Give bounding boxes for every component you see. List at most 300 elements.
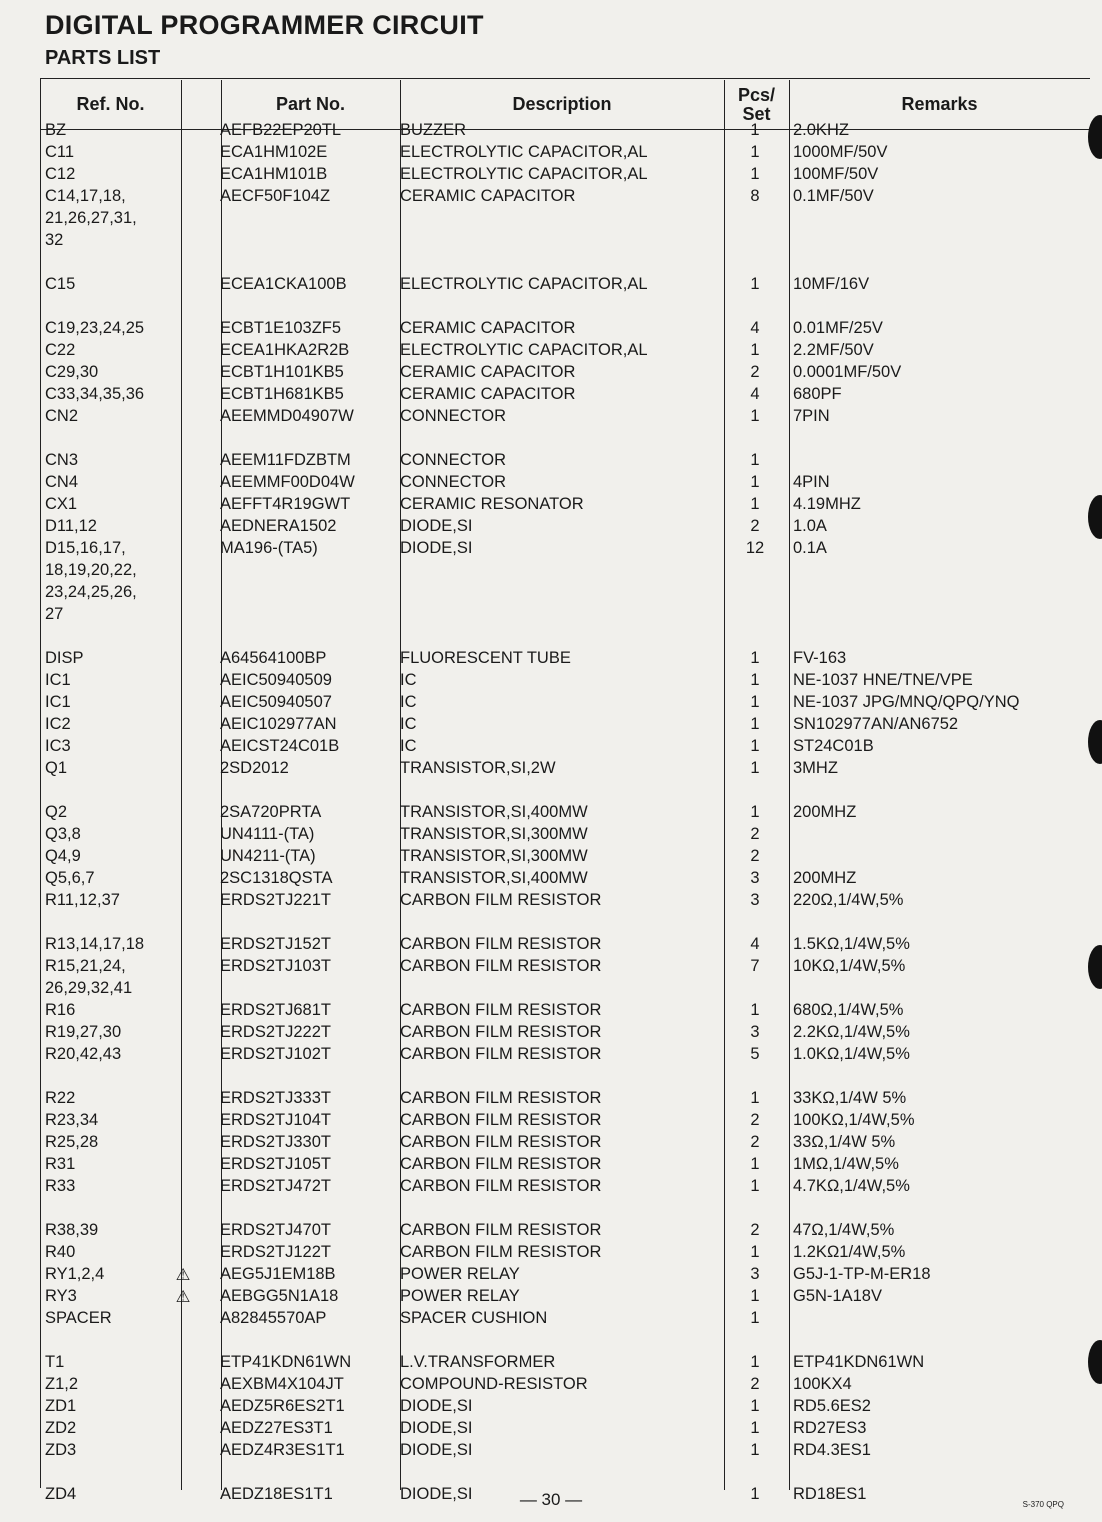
- remarks-cell: 0.0001MF/50V: [793, 363, 902, 381]
- remarks-cell: 100KX4: [793, 1375, 852, 1393]
- part-no-cell: A82845570AP: [220, 1309, 327, 1327]
- ref-cell: C29,30: [45, 363, 99, 381]
- description-cell: IC: [400, 693, 417, 711]
- remarks-cell: ETP41KDN61WN: [793, 1353, 925, 1371]
- description-cell: CONNECTOR: [400, 473, 507, 491]
- table-row: [40, 649, 1090, 671]
- binder-hole: [1088, 495, 1102, 539]
- pcs-cell: 2: [750, 847, 760, 865]
- ref-cell: R31: [45, 1155, 76, 1173]
- ref-cell: IC3: [45, 737, 71, 755]
- remarks-cell: G5J-1-TP-M-ER18: [793, 1265, 931, 1283]
- ref-cell: ZD3: [45, 1441, 77, 1459]
- ref-cell: C15: [45, 275, 76, 293]
- remarks-cell: 33Ω,1/4W 5%: [793, 1133, 896, 1151]
- table-row: [40, 1001, 1090, 1023]
- binder-hole: [1088, 115, 1102, 159]
- part-no-cell: AEIC50940507: [220, 693, 332, 711]
- remarks-cell: 10MF/16V: [793, 275, 870, 293]
- description-cell: CERAMIC CAPACITOR: [400, 363, 576, 381]
- description-cell: DIODE,SI: [400, 517, 473, 535]
- remarks-cell: 200MHZ: [793, 803, 857, 821]
- description-cell: TRANSISTOR,SI,400MW: [400, 869, 588, 887]
- ref-cell: R40: [45, 1243, 76, 1261]
- ref-cell: R38,39: [45, 1221, 99, 1239]
- description-cell: DIODE,SI: [400, 1441, 473, 1459]
- pcs-cell: 2: [750, 363, 760, 381]
- pcs-cell: 1: [750, 451, 760, 469]
- part-no-cell: ECBT1H681KB5: [220, 385, 344, 403]
- pcs-cell: 2: [750, 1111, 760, 1129]
- pcs-cell: 1: [750, 759, 760, 777]
- ref-cell: 21,26,27,31,: [45, 209, 137, 227]
- description-cell: POWER RELAY: [400, 1265, 520, 1283]
- pcs-cell: 1: [750, 275, 760, 293]
- remarks-cell: 680Ω,1/4W,5%: [793, 1001, 904, 1019]
- part-no-cell: ECEA1HKA2R2B: [220, 341, 350, 359]
- table-row: [40, 187, 1090, 209]
- ref-cell: R25,28: [45, 1133, 99, 1151]
- part-no-cell: AEDZ5R6ES2T1: [220, 1397, 345, 1415]
- part-no-cell: ECEA1CKA100B: [220, 275, 347, 293]
- ref-cell: SPACER: [45, 1309, 112, 1327]
- pcs-cell: 1: [750, 495, 760, 513]
- part-no-cell: AEICST24C01B: [220, 737, 340, 755]
- description-cell: FLUORESCENT TUBE: [400, 649, 571, 667]
- table-row: [40, 737, 1090, 759]
- table-row: [40, 825, 1090, 847]
- description-cell: DIODE,SI: [400, 1485, 473, 1503]
- table-row: [40, 869, 1090, 891]
- description-cell: TRANSISTOR,SI,300MW: [400, 825, 588, 843]
- table-row: [40, 1089, 1090, 1111]
- description-cell: CARBON FILM RESISTOR: [400, 1111, 602, 1129]
- remarks-cell: SN102977AN/AN6752: [793, 715, 959, 733]
- table-row: [40, 1353, 1090, 1375]
- binder-hole: [1088, 945, 1102, 989]
- description-cell: ELECTROLYTIC CAPACITOR,AL: [400, 165, 648, 183]
- part-no-cell: ERDS2TJ681T: [220, 1001, 331, 1019]
- pcs-cell: 1: [750, 165, 760, 183]
- ref-cell: C33,34,35,36: [45, 385, 145, 403]
- remarks-cell: 4PIN: [793, 473, 830, 491]
- ref-cell: RY3: [45, 1287, 77, 1305]
- pcs-cell: 4: [750, 319, 760, 337]
- table-row: [40, 539, 1090, 561]
- pcs-cell: 3: [750, 1265, 760, 1283]
- part-no-cell: MA196-(TA5): [220, 539, 318, 557]
- description-cell: CARBON FILM RESISTOR: [400, 891, 602, 909]
- remarks-cell: 1.2KΩ1/4W,5%: [793, 1243, 906, 1261]
- table-row: [40, 561, 1090, 583]
- pcs-cell: 3: [750, 1023, 760, 1041]
- part-no-cell: UN4111-(TA): [220, 825, 315, 843]
- remarks-cell: 200MHZ: [793, 869, 857, 887]
- pcs-cell: 1: [750, 1243, 760, 1261]
- table-row: [40, 693, 1090, 715]
- part-no-cell: ERDS2TJ103T: [220, 957, 331, 975]
- description-cell: CARBON FILM RESISTOR: [400, 1155, 602, 1173]
- remarks-cell: RD18ES1: [793, 1485, 867, 1503]
- table-row: [40, 495, 1090, 517]
- remarks-cell: 4.7KΩ,1/4W,5%: [793, 1177, 910, 1195]
- part-no-cell: ERDS2TJ470T: [220, 1221, 331, 1239]
- pcs-cell: 1: [750, 737, 760, 755]
- part-no-cell: AEDZ18ES1T1: [220, 1485, 333, 1503]
- ref-cell: 26,29,32,41: [45, 979, 133, 997]
- pcs-cell: 3: [750, 891, 760, 909]
- table-row: [40, 803, 1090, 825]
- pcs-cell: 1: [750, 1001, 760, 1019]
- table-row: [40, 1221, 1090, 1243]
- remarks-cell: RD4.3ES1: [793, 1441, 871, 1459]
- header-pcs-set: Pcs/ Set: [724, 80, 789, 130]
- table-row: [40, 363, 1090, 385]
- part-no-cell: AEBGG5N1A18: [220, 1287, 339, 1305]
- table-row: [40, 1133, 1090, 1155]
- description-cell: CARBON FILM RESISTOR: [400, 957, 602, 975]
- description-cell: TRANSISTOR,SI,400MW: [400, 803, 588, 821]
- part-no-cell: AEIC50940509: [220, 671, 332, 689]
- table-row: [40, 1375, 1090, 1397]
- remarks-cell: G5N-1A18V: [793, 1287, 882, 1305]
- part-no-cell: ECBT1E103ZF5: [220, 319, 342, 337]
- description-cell: ELECTROLYTIC CAPACITOR,AL: [400, 275, 648, 293]
- remarks-cell: 47Ω,1/4W,5%: [793, 1221, 895, 1239]
- ref-cell: ZD4: [45, 1485, 77, 1503]
- part-no-cell: ERDS2TJ105T: [220, 1155, 331, 1173]
- description-cell: TRANSISTOR,SI,300MW: [400, 847, 588, 865]
- part-no-cell: A64564100BP: [220, 649, 327, 667]
- part-no-cell: AEXBM4X104JT: [220, 1375, 344, 1393]
- header-description: Description: [400, 80, 724, 130]
- ref-cell: ZD1: [45, 1397, 77, 1415]
- ref-cell: RY1,2,4: [45, 1265, 105, 1283]
- ref-cell: C12: [45, 165, 76, 183]
- pcs-cell: 8: [750, 187, 760, 205]
- description-cell: TRANSISTOR,SI,2W: [400, 759, 556, 777]
- pcs-cell: 2: [750, 1133, 760, 1151]
- remarks-cell: 100MF/50V: [793, 165, 879, 183]
- part-no-cell: AEEM11FDZBTM: [220, 451, 351, 469]
- pcs-cell: 1: [750, 649, 760, 667]
- description-cell: CONNECTOR: [400, 451, 507, 469]
- pcs-cell: 1: [750, 473, 760, 491]
- description-cell: CERAMIC CAPACITOR: [400, 187, 576, 205]
- remarks-cell: 3MHZ: [793, 759, 838, 777]
- ref-cell: Z1,2: [45, 1375, 79, 1393]
- ref-cell: R13,14,17,18: [45, 935, 145, 953]
- remarks-cell: ST24C01B: [793, 737, 874, 755]
- pcs-cell: 2: [750, 517, 760, 535]
- part-no-cell: AEDZ27ES3T1: [220, 1419, 333, 1437]
- remarks-cell: 680PF: [793, 385, 842, 403]
- ref-cell: Q4,9: [45, 847, 81, 865]
- part-no-cell: ECA1HM102E: [220, 143, 328, 161]
- ref-cell: CX1: [45, 495, 78, 513]
- ref-cell: ZD2: [45, 1419, 77, 1437]
- table-row: [40, 759, 1090, 781]
- description-cell: POWER RELAY: [400, 1287, 520, 1305]
- page-title: DIGITAL PROGRAMMER CIRCUIT: [45, 10, 484, 40]
- part-no-cell: ECBT1H101KB5: [220, 363, 344, 381]
- table-row: [40, 979, 1090, 1001]
- part-no-cell: ETP41KDN61WN: [220, 1353, 352, 1371]
- ref-cell: C19,23,24,25: [45, 319, 145, 337]
- table-row: [40, 1441, 1090, 1463]
- warning-triangle-icon: ⚠: [175, 1266, 191, 1284]
- part-no-cell: AECF50F104Z: [220, 187, 331, 205]
- ref-cell: Q5,6,7: [45, 869, 95, 887]
- ref-cell: 27: [45, 605, 64, 623]
- warning-triangle-icon: ⚠: [175, 1288, 191, 1306]
- binder-hole: [1088, 720, 1102, 764]
- table-row: [40, 209, 1090, 231]
- ref-cell: Q3,8: [45, 825, 81, 843]
- table-row: [40, 385, 1090, 407]
- ref-cell: R11,12,37: [45, 891, 120, 909]
- table-row: [40, 715, 1090, 737]
- pcs-cell: 1: [750, 671, 760, 689]
- part-no-cell: ECA1HM101B: [220, 165, 328, 183]
- table-row: [40, 583, 1090, 605]
- table-row: [40, 1111, 1090, 1133]
- remarks-cell: 0.1MF/50V: [793, 187, 874, 205]
- description-cell: SPACER CUSHION: [400, 1309, 548, 1327]
- pcs-cell: 2: [750, 1221, 760, 1239]
- part-no-cell: UN4211-(TA): [220, 847, 316, 865]
- remarks-cell: NE-1037 HNE/TNE/VPE: [793, 671, 973, 689]
- ref-cell: R22: [45, 1089, 76, 1107]
- pcs-cell: 4: [750, 935, 760, 953]
- description-cell: CERAMIC CAPACITOR: [400, 319, 576, 337]
- pcs-cell: 2: [750, 1375, 760, 1393]
- table-row: [40, 341, 1090, 363]
- part-no-cell: AEIC102977AN: [220, 715, 337, 733]
- table-row: [40, 957, 1090, 979]
- part-no-cell: ERDS2TJ330T: [220, 1133, 331, 1151]
- description-cell: L.V.TRANSFORMER: [400, 1353, 556, 1371]
- description-cell: BUZZER: [400, 121, 466, 139]
- pcs-cell: 7: [750, 957, 760, 975]
- table-row: [40, 1177, 1090, 1199]
- remarks-cell: 2.2MF/50V: [793, 341, 874, 359]
- table-row: [40, 671, 1090, 693]
- table-row: [40, 935, 1090, 957]
- pcs-cell: 1: [750, 1397, 760, 1415]
- table-row: [40, 605, 1090, 627]
- table-row: [40, 407, 1090, 429]
- description-cell: COMPOUND-RESISTOR: [400, 1375, 588, 1393]
- part-no-cell: ERDS2TJ472T: [220, 1177, 331, 1195]
- table-row: [40, 275, 1090, 297]
- pcs-cell: 1: [750, 1089, 760, 1107]
- remarks-cell: 7PIN: [793, 407, 830, 425]
- ref-cell: CN2: [45, 407, 79, 425]
- ref-cell: C22: [45, 341, 76, 359]
- part-no-cell: 2SA720PRTA: [220, 803, 322, 821]
- remarks-cell: 2.0KHZ: [793, 121, 849, 139]
- part-no-cell: ERDS2TJ152T: [220, 935, 331, 953]
- pcs-cell: 1: [750, 715, 760, 733]
- ref-cell: BZ: [45, 121, 67, 139]
- pcs-cell: 1: [750, 1177, 760, 1195]
- table-row: [40, 1397, 1090, 1419]
- description-cell: CARBON FILM RESISTOR: [400, 1177, 602, 1195]
- table-row: [40, 473, 1090, 495]
- remarks-cell: NE-1037 JPG/MNQ/QPQ/YNQ: [793, 693, 1020, 711]
- remarks-cell: 1.0A: [793, 517, 827, 535]
- part-no-cell: ERDS2TJ104T: [220, 1111, 331, 1129]
- pcs-cell: 5: [750, 1045, 760, 1063]
- description-cell: DIODE,SI: [400, 1419, 473, 1437]
- table-row: [40, 847, 1090, 869]
- pcs-cell: 1: [750, 341, 760, 359]
- description-cell: IC: [400, 671, 417, 689]
- pcs-cell: 1: [750, 1353, 760, 1371]
- pcs-cell: 1: [750, 1287, 760, 1305]
- remarks-cell: RD5.6ES2: [793, 1397, 871, 1415]
- remarks-cell: 1.5KΩ,1/4W,5%: [793, 935, 910, 953]
- part-no-cell: ERDS2TJ222T: [220, 1023, 331, 1041]
- description-cell: CONNECTOR: [400, 407, 507, 425]
- remarks-cell: 1.0KΩ,1/4W,5%: [793, 1045, 910, 1063]
- section-subtitle: PARTS LIST: [45, 47, 161, 69]
- part-no-cell: ERDS2TJ122T: [220, 1243, 331, 1261]
- description-cell: CARBON FILM RESISTOR: [400, 1133, 602, 1151]
- remarks-cell: 0.01MF/25V: [793, 319, 883, 337]
- table-row: [40, 1309, 1090, 1331]
- remarks-cell: 0.1A: [793, 539, 827, 557]
- table-row: [40, 319, 1090, 341]
- ref-cell: 23,24,25,26,: [45, 583, 137, 601]
- table-row: [40, 143, 1090, 165]
- remarks-cell: FV-163: [793, 649, 847, 667]
- table-row: [40, 121, 1090, 143]
- table-row: [40, 1287, 1090, 1309]
- description-cell: IC: [400, 715, 417, 733]
- pcs-cell: 1: [750, 1485, 760, 1503]
- table-row: [40, 451, 1090, 473]
- ref-cell: D15,16,17,: [45, 539, 126, 557]
- description-cell: CERAMIC CAPACITOR: [400, 385, 576, 403]
- table-row: [40, 517, 1090, 539]
- pcs-cell: 1: [750, 121, 760, 139]
- description-cell: CARBON FILM RESISTOR: [400, 935, 602, 953]
- ref-cell: C11: [45, 143, 75, 161]
- document-code: S-370 QPQ: [1022, 1500, 1064, 1509]
- remarks-cell: 4.19MHZ: [793, 495, 861, 513]
- binder-hole: [1088, 1340, 1102, 1384]
- pcs-cell: 2: [750, 825, 760, 843]
- pcs-cell: 1: [750, 1155, 760, 1173]
- pcs-cell: 12: [745, 539, 765, 557]
- part-no-cell: 2SD2012: [220, 759, 289, 777]
- header-part-no: Part No.: [221, 80, 400, 130]
- table-row: [40, 231, 1090, 253]
- pcs-cell: 3: [750, 869, 760, 887]
- description-cell: ELECTROLYTIC CAPACITOR,AL: [400, 143, 648, 161]
- table-row: [40, 1265, 1090, 1287]
- part-no-cell: AEEMMD04907W: [220, 407, 354, 425]
- ref-cell: CN4: [45, 473, 79, 491]
- pcs-cell: 1: [750, 1309, 760, 1327]
- ref-cell: 32: [45, 231, 64, 249]
- remarks-cell: 33KΩ,1/4W 5%: [793, 1089, 907, 1107]
- ref-cell: C14,17,18,: [45, 187, 126, 205]
- table-row: [40, 1419, 1090, 1441]
- remarks-cell: 100KΩ,1/4W,5%: [793, 1111, 915, 1129]
- ref-cell: R23,34: [45, 1111, 99, 1129]
- header-ref-no: Ref. No.: [40, 80, 181, 130]
- table-row: [40, 891, 1090, 913]
- table-row: [40, 165, 1090, 187]
- pcs-cell: 4: [750, 385, 760, 403]
- ref-cell: IC2: [45, 715, 71, 733]
- table-row: [40, 1045, 1090, 1067]
- pcs-cell: 1: [750, 407, 760, 425]
- description-cell: DIODE,SI: [400, 1397, 473, 1415]
- pcs-cell: 1: [750, 143, 760, 161]
- ref-cell: 18,19,20,22,: [45, 561, 137, 579]
- part-no-cell: AEG5J1EM18B: [220, 1265, 336, 1283]
- pcs-cell: 1: [750, 1441, 760, 1459]
- ref-cell: R15,21,24,: [45, 957, 126, 975]
- pcs-cell: 1: [750, 693, 760, 711]
- ref-cell: IC1: [45, 671, 71, 689]
- ref-cell: DISP: [45, 649, 84, 667]
- ref-cell: Q2: [45, 803, 68, 821]
- description-cell: CARBON FILM RESISTOR: [400, 1221, 602, 1239]
- part-no-cell: ERDS2TJ102T: [220, 1045, 331, 1063]
- ref-cell: CN3: [45, 451, 79, 469]
- description-cell: CARBON FILM RESISTOR: [400, 1089, 602, 1107]
- ref-cell: R19,27,30: [45, 1023, 122, 1041]
- part-no-cell: 2SC1318QSTA: [220, 869, 333, 887]
- ref-cell: R16: [45, 1001, 76, 1019]
- remarks-cell: 10KΩ,1/4W,5%: [793, 957, 906, 975]
- page-number: — 30 —: [519, 1490, 583, 1509]
- description-cell: CARBON FILM RESISTOR: [400, 1001, 602, 1019]
- part-no-cell: AEEMMF00D04W: [220, 473, 355, 491]
- description-cell: CARBON FILM RESISTOR: [400, 1243, 602, 1261]
- pcs-cell: 1: [750, 1419, 760, 1437]
- description-cell: DIODE,SI: [400, 539, 473, 557]
- ref-cell: R33: [45, 1177, 76, 1195]
- ref-cell: IC1: [45, 693, 71, 711]
- table-row: [40, 1155, 1090, 1177]
- table-row: [40, 1243, 1090, 1265]
- remarks-cell: 220Ω,1/4W,5%: [793, 891, 904, 909]
- part-no-cell: AEDZ4R3ES1T1: [220, 1441, 345, 1459]
- header-remarks: Remarks: [789, 80, 1090, 130]
- description-cell: CARBON FILM RESISTOR: [400, 1045, 602, 1063]
- remarks-cell: 1MΩ,1/4W,5%: [793, 1155, 899, 1173]
- ref-cell: D11,12: [45, 517, 97, 535]
- part-no-cell: AEFB22EP20TL: [220, 121, 342, 139]
- part-no-cell: ERDS2TJ221T: [220, 891, 331, 909]
- part-no-cell: ERDS2TJ333T: [220, 1089, 331, 1107]
- part-no-cell: AEFFT4R19GWT: [220, 495, 351, 513]
- description-cell: CARBON FILM RESISTOR: [400, 1023, 602, 1041]
- description-cell: CERAMIC RESONATOR: [400, 495, 584, 513]
- ref-cell: R20,42,43: [45, 1045, 122, 1063]
- description-cell: ELECTROLYTIC CAPACITOR,AL: [400, 341, 648, 359]
- remarks-cell: RD27ES3: [793, 1419, 867, 1437]
- description-cell: IC: [400, 737, 417, 755]
- ref-cell: T1: [45, 1353, 65, 1371]
- part-no-cell: AEDNERA1502: [220, 517, 337, 535]
